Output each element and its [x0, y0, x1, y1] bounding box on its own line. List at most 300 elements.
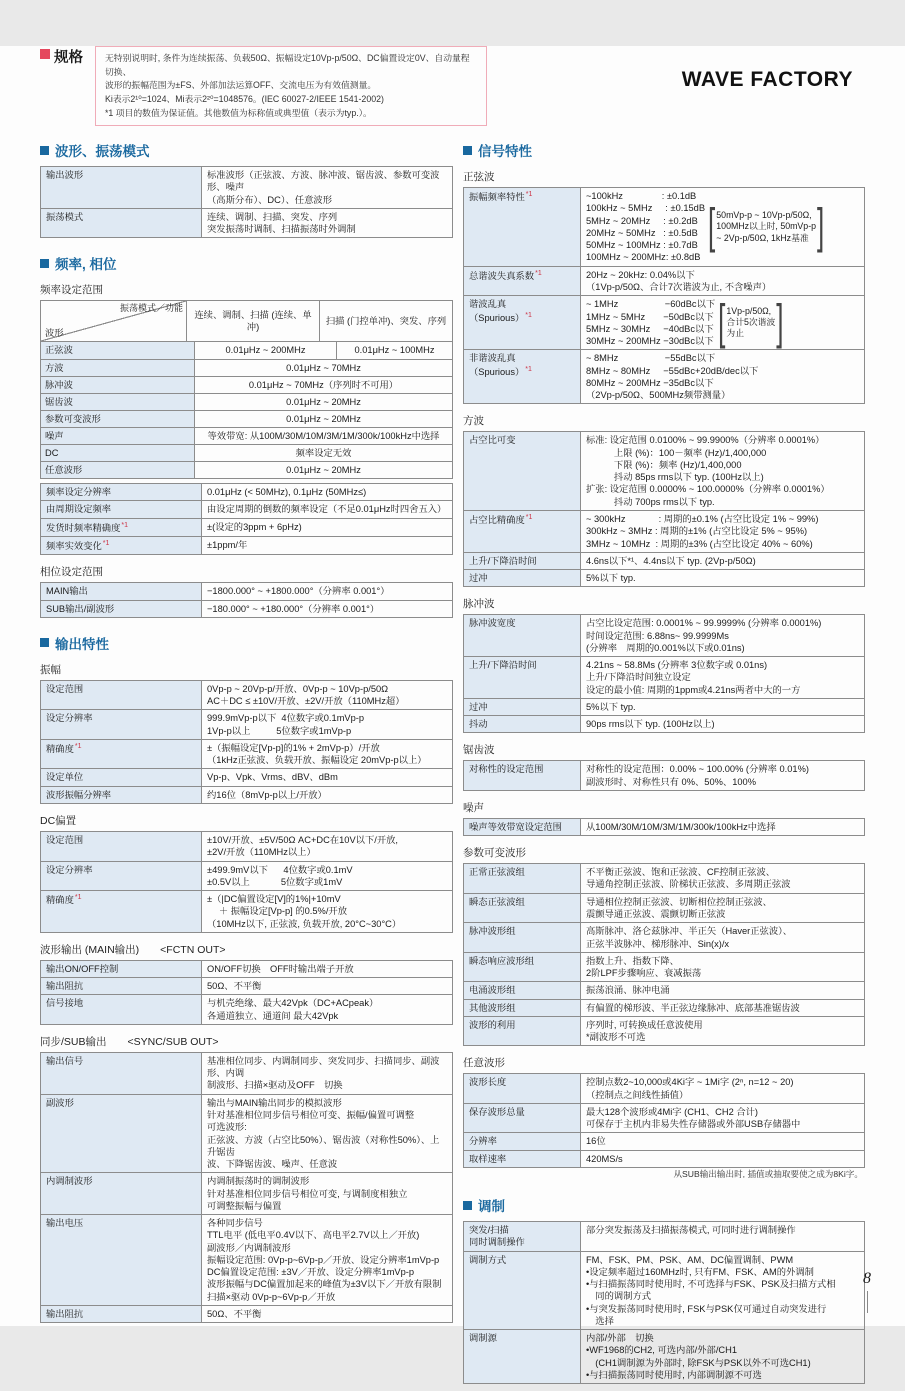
label-line: 设定范围 — [46, 683, 84, 694]
label-line: MAIN输出 — [46, 586, 88, 597]
spec-row-label — [41, 710, 202, 739]
spec-row-value — [581, 1104, 864, 1133]
spec-row-value — [202, 978, 452, 994]
value-line: •WF1968的CH2, 可选内部/外部/CH1 — [586, 1345, 737, 1356]
freq-table-row — [41, 342, 452, 359]
value-lines — [207, 712, 447, 737]
label-line: 发货时频率精确度$^{*1}$ — [46, 521, 129, 533]
spec-row-label — [464, 982, 581, 998]
spec-row — [464, 923, 864, 953]
spec-row-label — [464, 699, 581, 715]
spec-row — [464, 350, 864, 403]
value-lines — [586, 659, 859, 696]
sync-sub-output-table — [40, 1052, 453, 1323]
value-lines — [207, 683, 447, 708]
label-line: 输出阻抗 — [46, 1308, 84, 1319]
value-line: 波、下降锯齿波、噪声、任意波 — [207, 1159, 338, 1170]
label-line: 设定范围 — [46, 834, 84, 845]
freq-row-value: 0.01μHz ~ 100MHz — [354, 345, 435, 356]
spec-row — [41, 1095, 452, 1174]
value-lines — [207, 539, 447, 551]
value-line: 内调制振荡时的调制波形 — [207, 1176, 310, 1187]
square-table — [463, 431, 865, 587]
value-line: 100kHz ~ 5MHz : ±0.15dB — [586, 203, 706, 214]
spec-row — [464, 716, 864, 732]
guaranteed-value-mark: *1 — [525, 365, 532, 373]
value-line: 16位 — [586, 1136, 606, 1147]
label-line: 设定分辨率 — [46, 713, 93, 724]
value-lines — [586, 896, 859, 921]
value-line: （控制点之间线性插值） — [586, 1089, 689, 1100]
param-waveform-table — [463, 863, 865, 1046]
guaranteed-value-mark: *1 — [74, 742, 82, 750]
spec-row-value — [581, 1074, 864, 1103]
value-line: 可保存于主机内非易失性存储器或外部USB存储器中 — [586, 1119, 801, 1130]
right-column — [463, 134, 865, 1391]
value-line: 5MHz ~ 30MHz −40dBc以下 — [586, 323, 714, 334]
value-lines — [207, 585, 447, 597]
blue-square-bullet-icon — [40, 638, 49, 647]
spec-row — [41, 769, 452, 786]
section-freq-phase — [40, 253, 453, 273]
bracket-note-line: ~ 2Vp-p/50Ω, 1kHz基准 — [716, 232, 809, 243]
value-lines — [586, 269, 859, 294]
value-lines — [207, 1217, 447, 1303]
freq-table-diagonal-cell — [41, 301, 187, 341]
value-lines — [586, 434, 859, 508]
value-line: 420MS/s — [586, 1153, 623, 1164]
subsection-main-output: 波形输出 (MAIN输出) <FCTN OUT> — [40, 943, 226, 956]
diag-label-mode: 振荡模式／功能 — [119, 303, 183, 314]
freq-table-row — [41, 428, 452, 445]
spec-row-label — [41, 1095, 202, 1173]
freq-row-value-span: 0.01μHz ~ 70MHz — [286, 362, 361, 373]
value-line: 50MHz ~ 100MHz : ±0.7dB — [586, 240, 698, 251]
spec-row-value — [581, 1017, 864, 1046]
blue-square-bullet-icon — [463, 1201, 472, 1210]
spec-row-label — [41, 995, 202, 1024]
spec-row-value — [581, 953, 864, 982]
spec-row-label — [464, 1104, 581, 1133]
label-line: 内调制波形 — [46, 1176, 93, 1187]
value-line: 有偏置的梯形波、半正弦边缘脉冲、底部基准锯齿波 — [586, 1002, 800, 1013]
spec-row-value — [581, 864, 864, 893]
value-lines — [207, 980, 447, 992]
freq-row-label: 方波 — [41, 360, 195, 376]
label-line: 输出阻抗 — [46, 981, 84, 992]
value-lines — [207, 169, 447, 206]
dc-offset-table — [40, 831, 453, 933]
spec-row-value — [581, 1000, 864, 1016]
spec-row-label — [464, 296, 581, 349]
label-line: 抖动 — [469, 719, 488, 730]
spec-row-value — [202, 832, 452, 861]
value-line: 由设定周期的倒数的频率设定（不足0.01μHz时四舍五入） — [207, 504, 447, 515]
phase-range-table — [40, 582, 453, 618]
guaranteed-value-mark: *1 — [121, 521, 129, 529]
freq-row-label: 噪声 — [41, 428, 195, 444]
spec-row — [464, 1017, 864, 1046]
spec-row-value — [202, 484, 452, 500]
value-lines — [586, 1106, 859, 1131]
spec-row-value — [581, 511, 864, 552]
spec-row — [41, 862, 452, 892]
freq-table-col1-header: 连续、调制、扫描 (连续、单冲) — [187, 301, 320, 341]
spec-row-value — [202, 710, 452, 739]
value-bracket-note — [717, 292, 784, 350]
label-line: 过冲 — [469, 701, 488, 712]
bracket-note-line: 100MHz以上时, 50mVp-p — [716, 221, 817, 232]
freq-row-label: 任意波形 — [41, 462, 195, 478]
value-line: 8MHz ~ 80MHz −55dBc+20dB/dec以下 — [586, 365, 759, 376]
freq-row-label: 正弦波 — [41, 342, 195, 358]
subsection-arbitrary: 任意波形 — [463, 1057, 505, 1070]
spec-row-value — [581, 657, 864, 698]
subsection-sync-sub-output: 同步/SUB输出 <SYNC/SUB OUT> — [40, 1035, 219, 1048]
spec-row-label — [41, 891, 202, 932]
guaranteed-value-mark: *1 — [525, 191, 533, 199]
value-lines — [586, 1224, 859, 1236]
value-line: 指数上升、指数下降、 — [586, 955, 679, 966]
value-line: 0.01μHz (< 50MHz), 0.1μHz (50MHz≤) — [207, 487, 367, 498]
spec-row — [41, 1053, 452, 1095]
right-bracket-glyph: ] — [776, 292, 784, 350]
value-line: 30MHz ~ 200MHz −30dBc以下 — [586, 336, 714, 347]
spec-row — [464, 761, 864, 790]
subsection-freq-range: 频率设定范围 — [40, 284, 103, 297]
value-line: 20MHz ~ 50MHz : ±0.5dB — [586, 227, 698, 238]
spec-row-label — [464, 1017, 581, 1046]
waveform-mode-table — [40, 166, 453, 238]
spec-row-label — [464, 894, 581, 923]
value-line: 针对基准相位同步信号相位可变, 与调制度相独立 — [207, 1188, 408, 1199]
page-number-tick — [867, 1291, 868, 1313]
section-title: 调制 — [478, 1199, 505, 1214]
value-line: 可调整振幅与偏置 — [207, 1200, 282, 1211]
value-line: 正弦波、方波（占空比50%）、锯齿波（对称性50%）、上升锯齿 — [207, 1134, 440, 1157]
value-line: 5%以下 typ. — [586, 701, 636, 712]
value-lines — [586, 1019, 859, 1044]
subsection-noise: 噪声 — [463, 801, 484, 814]
freq-row-value-span: 频率设定无效 — [295, 447, 352, 458]
spec-row-value — [581, 292, 864, 350]
spec-row-label — [464, 267, 581, 296]
spec-row-label — [41, 519, 202, 536]
spec-row-value — [202, 862, 452, 891]
page-number-text: 8 — [863, 1270, 871, 1287]
spec-row — [464, 1330, 864, 1383]
spec-row-label — [41, 601, 202, 617]
label-line: 波形振幅分辨率 — [46, 789, 112, 800]
value-lines — [207, 893, 447, 930]
modulation-table — [463, 1221, 865, 1384]
spec-row — [464, 953, 864, 983]
bracket-note-line: 50mVp-p ~ 10Vp-p/50Ω, — [716, 209, 812, 220]
spec-row-label — [41, 167, 202, 208]
spec-row-value — [202, 1095, 452, 1173]
spec-row-value — [581, 923, 864, 952]
value-lines — [207, 834, 447, 859]
value-line: 约16位（8mVp-p以上/开放） — [207, 789, 327, 800]
label-line: 保存波形总量 — [469, 1106, 525, 1117]
value-line: 扫描×驱动 0Vp-p~6Vp-p／开放 — [207, 1291, 336, 1302]
spec-row-value — [202, 1173, 452, 1214]
value-line: ~ 300kHz : 周期的±0.1% (占空比设定 1% ~ 99%) — [586, 513, 819, 524]
section-title: 信号特性 — [478, 144, 532, 160]
value-line: 各种同步信号 — [207, 1218, 263, 1229]
value-line: （2Vp-p/50Ω、500MHz频带测量） — [586, 390, 731, 401]
value-line: 标准波形（正弦波、方波、脉冲波、锯齿波、参数可变波形、噪声 — [207, 170, 440, 193]
label-line: 振幅频率特性$^{*1}$ — [469, 191, 533, 203]
value-line: FM、FSK、PM、PSK、AM、DC偏置调制、PWM — [586, 1254, 794, 1265]
note-line: 波形的振幅范围为±FS、外部加法运算OFF、交流电压为有效值测量。 — [105, 80, 377, 91]
spec-row-label — [41, 484, 202, 500]
value-line: 突发振荡时调制、扫描振荡时外调制 — [207, 224, 356, 235]
spec-row-value — [581, 570, 864, 586]
value-lines — [207, 963, 447, 975]
spec-row-label — [41, 1306, 202, 1322]
value-line: 基准相位同步、内调制同步、突发同步、扫描同步、副波形、内调 — [207, 1055, 440, 1079]
value-line: 80MHz ~ 200MHz −35dBc以下 — [586, 377, 714, 388]
value-line: 100MHz ~ 200MHz: ±0.8dB — [586, 252, 701, 263]
value-line: 针对基准相位同步信号相位可变、振幅/偏置可调整 — [207, 1109, 415, 1120]
label-line: SUB输出/副波形 — [46, 603, 115, 614]
spec-row-label — [41, 862, 202, 891]
label-line: 上升/下降沿时间 — [469, 555, 537, 566]
spec-row — [464, 864, 864, 894]
label-line: 非谐波乱真 — [469, 353, 516, 364]
freq-table-row — [41, 377, 452, 394]
spec-row-value — [202, 583, 452, 599]
value-lines — [207, 1055, 447, 1092]
value-lines — [586, 555, 859, 567]
spec-row-value — [202, 961, 452, 977]
value-line: 0Vp-p ~ 20Vp-p/开放、0Vp-p ~ 10Vp-p/50Ω — [207, 683, 389, 694]
wave-factory-logo: WAVE FACTORY — [681, 68, 853, 91]
value-line: (分辨率 周期的0.001%以下或0.01ns) — [586, 642, 745, 653]
note-line: *1 项目的数值为保证值。其他数值为标称值或典型值（表示为typ.）。 — [105, 107, 372, 118]
spec-row-label — [41, 681, 202, 710]
guaranteed-value-mark: *1 — [74, 894, 82, 902]
subsection-phase-range: 相位设定范围 — [40, 566, 103, 579]
freq-table-row — [41, 394, 452, 411]
spec-row-value — [581, 350, 864, 403]
value-bracket-note — [707, 196, 825, 254]
spec-row — [41, 519, 452, 537]
value-line: 导通角控制正弦波、阶梯状正弦波、多周期正弦波 — [586, 879, 791, 890]
label-line: 设定单位 — [46, 772, 84, 783]
value-line: 上限 (%)：100－频率 (Hz)/1,400,000 — [586, 447, 767, 458]
value-lines — [207, 1308, 447, 1320]
spec-row — [464, 894, 864, 924]
freq-row-value-span: 等效带宽: 从100M/30M/10M/3M/1M/300k/100kHz中选择 — [207, 430, 440, 441]
spec-row — [464, 570, 864, 586]
spec-row-value — [202, 537, 452, 554]
left-bracket-glyph: [ — [718, 292, 726, 350]
value-line: 同的调制方式 — [586, 1291, 652, 1302]
label-line: 输出电压 — [46, 1218, 84, 1229]
value-line: 从100M/30M/10M/3M/1M/300k/100kHz中选择 — [586, 821, 776, 832]
value-line: （10MHz以下, 正弦波, 负载开放, 20°C~30°C） — [207, 918, 402, 929]
value-lines — [207, 503, 447, 515]
value-line: ±（振幅设定[Vp-p]的1% + 2mVp-p）/开放 — [207, 742, 380, 753]
value-line: 输出与MAIN输出同步的模拟波形 — [207, 1097, 342, 1108]
spec-row — [41, 961, 452, 978]
value-lines — [586, 617, 859, 654]
label-line: 噪声等效带宽设定范围 — [469, 821, 562, 832]
freq-row-label: 参数可变波形 — [41, 411, 195, 427]
subsection-dc-offset: DC偏置 — [40, 814, 77, 827]
spec-row-value — [202, 769, 452, 785]
spec-row-value — [202, 519, 452, 536]
ramp-table — [463, 760, 865, 791]
value-line: ±1ppm/年 — [207, 539, 248, 550]
value-line: 5MHz ~ 20MHz : ±0.2dB — [586, 215, 698, 226]
spec-row — [41, 681, 452, 711]
freq-table-row — [41, 360, 452, 377]
spec-row-value — [581, 188, 864, 266]
value-line: ON/OFF切换 OFF时输出端子开放 — [207, 963, 354, 974]
freq-row-label: 脉冲波 — [41, 377, 195, 393]
spec-title — [40, 46, 83, 67]
sine-table — [463, 187, 865, 404]
value-line: （1kHz正弦波、负载开放、振幅设定 20mVp-p以上） — [207, 755, 427, 766]
label-line: 调制源 — [469, 1333, 497, 1344]
value-line: 50Ω、不平衡 — [207, 981, 262, 992]
spec-row-label — [41, 978, 202, 994]
label-line: 输出信号 — [46, 1055, 84, 1066]
bracket-note-lines — [716, 210, 816, 244]
freq-table-row — [41, 462, 452, 478]
value-lines — [207, 1097, 447, 1171]
label-line: 占空比可变 — [469, 435, 516, 446]
value-line: *副波形不可选 — [586, 1032, 646, 1043]
label-line: 输出ON/OFF控制 — [46, 963, 119, 974]
value-lines — [586, 866, 859, 891]
spec-row-value — [202, 1306, 452, 1322]
spec-row-label — [41, 209, 202, 238]
arbitrary-table — [463, 1073, 865, 1168]
spec-row — [464, 1222, 864, 1252]
spec-row-label — [41, 740, 202, 769]
value-line: ~ 1MHz −60dBc以下 — [586, 299, 716, 310]
diag-label-waveform: 波形 — [45, 328, 64, 339]
guaranteed-value-mark: *1 — [535, 269, 542, 277]
spec-row — [41, 1173, 452, 1215]
value-lines — [586, 352, 859, 401]
spec-row — [41, 601, 452, 617]
value-line: 波形振幅与DC偏置加起来的峰值为±3V以下／开放有限制 — [207, 1279, 442, 1290]
value-line: 与机壳绝缘、最大42Vpk（DC+ACpeak） — [207, 998, 379, 1009]
bracket-note-line: 为止 — [726, 328, 745, 339]
value-line: ±499.9mV以下 4位数字或0.1mV — [207, 864, 353, 875]
spec-row-label — [464, 657, 581, 698]
content-columns — [40, 134, 905, 1391]
value-line: ±2V/开放（110MHz以上） — [207, 847, 316, 858]
value-line: 扩张: 设定范围 0.0000% ~ 100.0000%（分辨率 0.0001%） — [586, 484, 830, 495]
value-line: 4.21ns ~ 58.8Ms (分辨率 3位数字或 0.01ns) — [586, 660, 768, 671]
amplitude-table — [40, 680, 453, 804]
label-line: 谐波乱真 — [469, 299, 507, 310]
spec-row-value — [202, 601, 452, 617]
spec-row-value — [581, 1133, 864, 1149]
guaranteed-value-mark: *1 — [525, 513, 533, 521]
value-line: (CH1调制源为外部时, 除FSK与PSK以外不可选CH1) — [586, 1357, 811, 1368]
spec-row — [41, 710, 452, 740]
value-line: 连续、调制、扫描、突发、序列 — [207, 211, 338, 222]
spec-row-value — [202, 209, 452, 238]
noise-table — [463, 818, 865, 836]
value-line: （1Vp-p/50Ω、合计7次谐波为止, 不含噪声） — [586, 281, 772, 292]
value-line: 高斯脉冲、洛仑兹脉冲、半正矢（Haver正弦波）、 — [586, 926, 793, 937]
value-lines — [207, 603, 447, 615]
spec-row-label — [41, 583, 202, 599]
value-line: ±（|DC偏置设定[V]的1%|+10mV — [207, 894, 341, 905]
spec-row-value — [202, 891, 452, 932]
label-line: （Spurious）$^{*1}$ — [469, 365, 532, 377]
spec-row — [464, 657, 864, 699]
spec-row — [41, 501, 452, 518]
label-line: 突发/扫描 — [469, 1225, 509, 1235]
spec-row-label — [41, 961, 202, 977]
right-bracket-glyph: ] — [817, 196, 825, 254]
value-line: 副波形时、对称性只有 0%、50%、100% — [586, 776, 756, 787]
spec-row — [41, 537, 452, 554]
label-line: 波形长度 — [469, 1077, 507, 1088]
subsection-ramp: 锯齿波 — [463, 744, 495, 757]
spec-row-value — [202, 1215, 452, 1305]
value-line: ±(设定的3ppm + 6pHz) — [207, 521, 302, 532]
spec-row — [464, 819, 864, 835]
section-output-chars — [40, 633, 453, 653]
value-line: •与扫描振荡同时使用时, 内部调制源不可选 — [586, 1369, 762, 1380]
spec-row-label — [41, 1053, 202, 1094]
value-lines — [586, 984, 859, 996]
value-line: 正弦半波脉冲、梯形脉冲、Sin(x)/x — [586, 938, 730, 949]
spec-row-value — [581, 432, 864, 510]
note-line: Ki表示2¹⁰=1024、Mi表示2²⁰=1048576。(IEC 60027-2/IEEE 1541-2002) — [105, 93, 384, 104]
label-line: 脉冲波形组 — [469, 926, 516, 937]
spec-row-label — [464, 1000, 581, 1016]
spec-row — [464, 1000, 864, 1017]
spec-title-text: 规格 — [54, 50, 83, 66]
subsection-pulse: 脉冲波 — [463, 598, 495, 611]
value-lines — [207, 771, 447, 783]
value-lines — [207, 742, 447, 767]
value-line: •与扫描振荡同时使用时, 不可选择与FSK、PSK及扫描方式相 — [586, 1279, 836, 1290]
spec-row — [464, 188, 864, 267]
spec-row-label — [464, 1151, 581, 1167]
value-line: 4.6ns以下*¹、4.4ns以下 typ. (2Vp-p/50Ω) — [586, 555, 756, 566]
value-line: 300kHz ~ 3MHz : 周期的±1% (占空比设定 5% ~ 95%) — [586, 526, 808, 537]
spec-row-label — [464, 511, 581, 552]
label-line: 电涌波形组 — [469, 985, 516, 996]
spec-row-value — [202, 787, 452, 803]
spec-row-label — [464, 432, 581, 510]
label-line: 其他波形组 — [469, 1002, 516, 1013]
pulse-table — [463, 614, 865, 733]
spec-row-label — [464, 819, 581, 835]
section-title: 波形、振荡模式 — [55, 144, 150, 160]
subsection-amplitude: 振幅 — [40, 663, 61, 676]
spec-row-value — [581, 1330, 864, 1383]
value-line: ~ 8MHz −55dBc以下 — [586, 353, 716, 364]
spec-row-label — [464, 716, 581, 732]
main-output-table — [40, 960, 453, 1025]
value-line: 不平衡正弦波、饱和正弦波、CF控制正弦波、 — [586, 867, 776, 878]
label-line: 对称性的设定范围 — [469, 764, 544, 775]
spec-row — [41, 167, 452, 209]
